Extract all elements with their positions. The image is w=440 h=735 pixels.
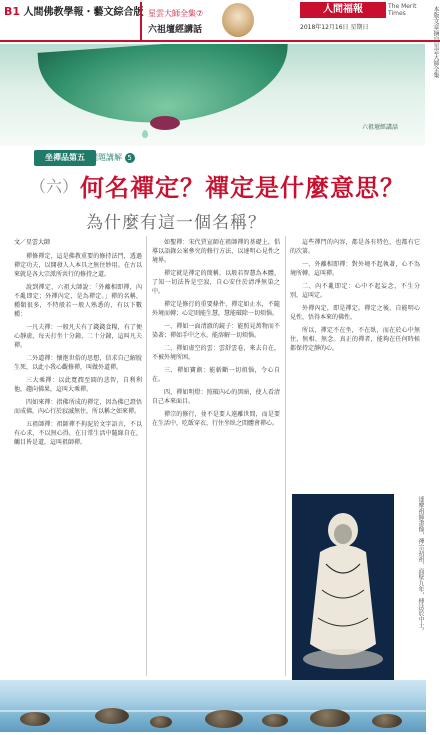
paragraph: 二外道禪：懷抱世俗的思想，信求自己解脫生死，以此小我心觀修禪，叫做外道禪。 [14, 355, 142, 371]
petal-shape [150, 116, 180, 130]
column-divider [146, 236, 147, 676]
paragraph: 二、內不亂即定：心中不起妄念，不生分別，這叫定。 [290, 283, 420, 299]
paragraph: 禪修禪定，這是佛教重要的修持法門，透過禪定功夫，以開發人人本具之無住妙用。在古以來就是各大宗派所共行的修持之道。 [14, 253, 142, 278]
painting-caption: 達摩祖師畫像，禪宗初祖，面壁九年，傳法於中土。 [417, 496, 424, 634]
page-number: B1 [4, 5, 21, 18]
article-column-3 [290, 238, 420, 488]
paragraph: 三、禪如寶劍：能斬斷一切煩惱，令心自在。 [152, 367, 280, 383]
paragraph: 外禪內定，即是禪定。禪定之後，自能明心見性，悟得本來的佛性。 [290, 305, 420, 321]
chapter-ribbon: 坐禪品第五 [34, 150, 96, 166]
author-portrait [222, 3, 254, 37]
banner-image [0, 44, 425, 146]
headline-main: 何名禪定？禪定是什麼意思？ [80, 174, 406, 202]
publish-date: 2018年12月16日 星期日 [300, 24, 369, 31]
paragraph: 如聖禪：宋代賈宣師在祖師禪的基礎上，倡導以語錄公案參究的修行方法，以達明心見性之境界。 [152, 239, 280, 264]
paragraph: 禪定就是禪定的簡稱，以般若智慧為本體，了知一切法皆是空寂，自心安住於清淨無染之中。 [152, 270, 280, 295]
paragraph: 所以，禪定不在坐，不在臥，而在於心中無住、無相、無念。真正的禪者，能夠在任何時候都保持定靜的心。 [290, 327, 420, 352]
paragraph: 四、禪如明燈：照破內心的黑暗，使人看清自己本來面目。 [152, 389, 280, 405]
paragraph: 三大乘禪：以此寬潤至圓的悲智，自利利他，趨向佛果，這叫大乘禪。 [14, 377, 142, 393]
newspaper-en-name: The Merit Times [388, 3, 417, 17]
paragraph: 五祖師禪：祖師禪不拘泥於文字語言，不以有心求，不以無心得，在日常生活中隨緣自在，觸目皆是道，這叫祖師禪。 [14, 421, 142, 446]
headline [30, 168, 425, 200]
beach-rock [20, 712, 50, 726]
painting-figure [292, 494, 394, 690]
paragraph: 禪宗的修行，並不是要人遠離世間，而是要在生活中，吃飯穿衣、行住坐臥之間體會禪心。 [152, 411, 280, 427]
paragraph: 一、禪如一面清澈的鏡子：能照見萬物而不染著；禪如手中之水，能溶解一切煩惱。 [152, 323, 280, 339]
newspaper-logo: 人間福報 [300, 2, 386, 18]
bodhidharma-painting [292, 494, 394, 690]
beach-rock [310, 709, 350, 727]
beach-rock [372, 714, 402, 728]
paragraph: 一、外離相即禪：對外境不起執著，心不為境所轉，這叫禪。 [290, 261, 420, 277]
topic-number: 5 [125, 153, 135, 163]
paragraph: 二、禪如虛空的雲：雲舒雲卷，來去自在，不被外境所困。 [152, 345, 280, 361]
paragraph: 這些禪門的內容，都是各有特色，也都有它的次第。 [290, 239, 420, 255]
topic-label [90, 152, 135, 163]
series-line1: 星雲大師全集⑦ [148, 9, 204, 18]
column-divider [285, 236, 286, 676]
article-column-2 [152, 238, 280, 676]
beach-rock [95, 708, 129, 724]
topic-text: 問題講解 [90, 153, 122, 162]
masthead [0, 0, 440, 42]
vertical-strip: 本版文章摘自星雲大師全集 [432, 6, 439, 78]
beach-rock [150, 716, 172, 728]
masthead-rule [0, 40, 440, 42]
paragraph: 一凡夫禪：一般凡夫有了錢錢食糧，有了便心靜虛，每天打坐十分鐘、二十分鐘，這叫凡夫禪。 [14, 324, 142, 349]
article-column-1 [14, 238, 142, 676]
paragraph: 禪定是修行的重要條件，禪定如止水，不隨外境而轉；心定則能生慧，慧能破除一切煩惱。 [152, 301, 280, 317]
paragraph: 四如來禪：指佛所成的禪定，因為佛已證悟而成佛，內心行於寂滅無住，所以稱之如來禪。 [14, 399, 142, 415]
series-line2: 六祖壇經講話 [148, 25, 203, 35]
section-title: 人間佛教學報・藝文綜合版 [23, 7, 144, 18]
paragraph: 說到禪定，六祖大師說：「外離相即禪，內不亂即定；外禪內定，是為禪定。」禪的名稱，種類很多，不特般若一般人熟悉的，有以下數種： [14, 284, 142, 318]
footer-seascape [0, 680, 426, 732]
page-header [4, 3, 144, 18]
beach-rock [262, 714, 288, 727]
subheadline: 為什麼有這一個名稱？ [86, 213, 266, 233]
water-drop [142, 130, 148, 138]
author-byline: 文／星雲大師 [14, 239, 51, 246]
beach-rock [205, 710, 243, 728]
banner-caption: 六祖壇經講話 [362, 124, 399, 131]
headline-mark: （六） [30, 177, 79, 196]
